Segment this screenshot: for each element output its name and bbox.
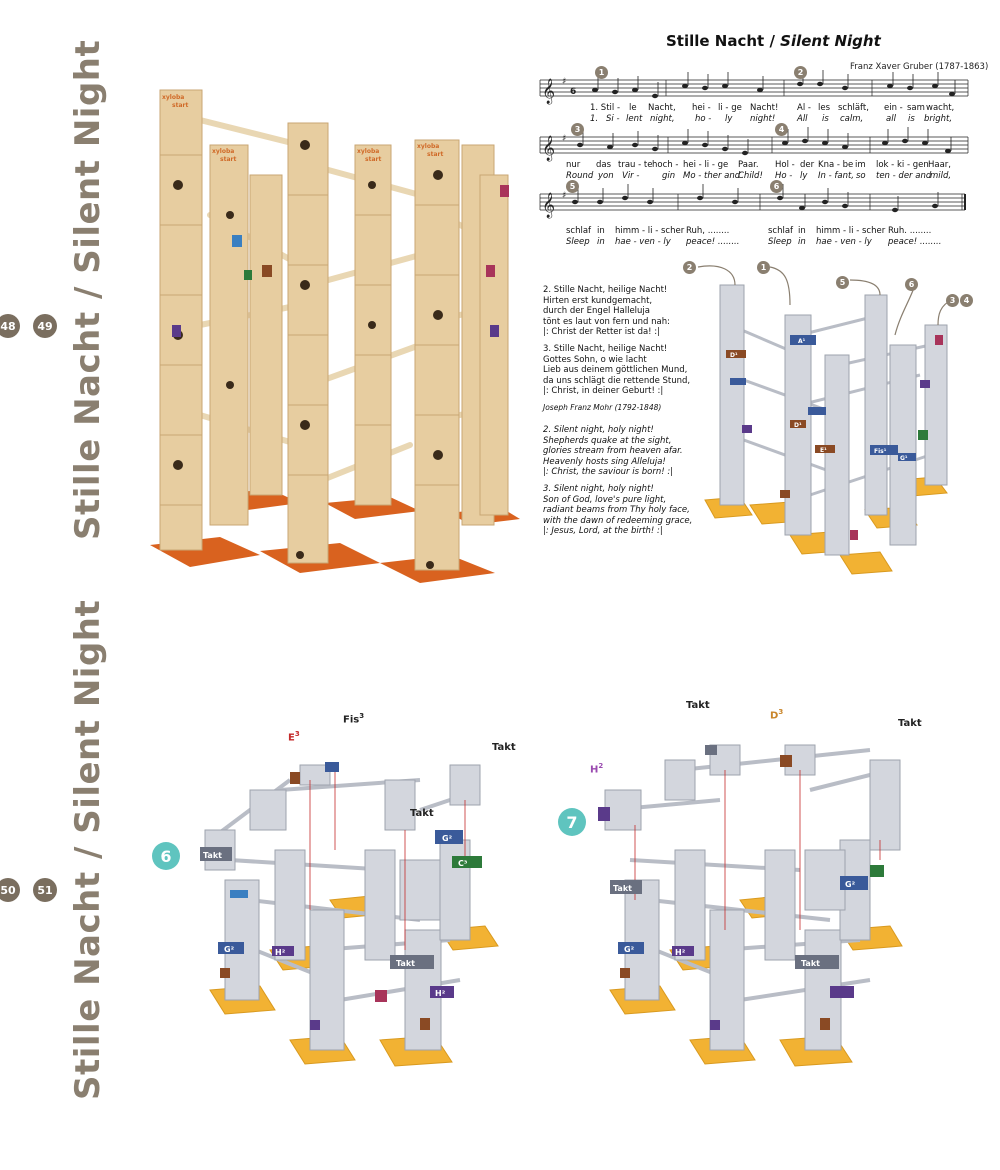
block-label: D¹: [794, 422, 802, 429]
block-label: E¹: [820, 447, 827, 454]
stanza-de-3: 3. Stille Nacht, heilige Nacht! Gottes Sohn, o wie lacht Lieb aus deinem göttlichen Mund, da uns schlägt die rettende Stund, |: Christ, in deiner Geburt! :|: [543, 344, 691, 397]
page-number: 48: [0, 314, 20, 338]
score-marker: 3: [571, 123, 584, 136]
block-label: Takt: [396, 959, 415, 968]
svg-text:♯: ♯: [562, 134, 567, 144]
brand-label: xyloba: [162, 94, 185, 101]
stanza-de-2: 2. Stille Nacht, heilige Nacht! Hirten erst kundgemacht, durch der Engel Halleluja tönt es laut von fern und nah: |: Christ der Retter ist da! :|: [543, 285, 671, 338]
svg-text:𝄞: 𝄞: [542, 193, 556, 218]
block-label: H²: [435, 989, 446, 998]
score-marker: 6: [770, 180, 783, 193]
tower-diagram-top: [690, 265, 990, 595]
start-label: start: [220, 156, 237, 163]
score-marker: 1: [595, 66, 608, 79]
diagram-callout: 3: [946, 294, 959, 307]
start-label: start: [172, 102, 189, 109]
brand-label: xyloba: [417, 143, 440, 150]
block-label: G²: [845, 880, 856, 889]
block-label: A¹: [798, 338, 806, 345]
svg-text:6: 6: [570, 87, 577, 97]
page-number: 51: [33, 878, 57, 902]
block-label: G¹: [900, 455, 908, 462]
block-label: G²: [442, 834, 453, 843]
svg-text:𝄞: 𝄞: [542, 79, 556, 104]
stanza-en-3: 3. Silent night, holy night! Son of God, love's pure light, radiant beams from Thy holy face, with the dawn of redeeming grace, |: Jesus, Lord, at the birth! :|: [543, 484, 693, 537]
song-title: Stille Nacht / Silent Night: [666, 32, 881, 50]
takt-label: Takt: [410, 808, 434, 819]
step-marker-6: 6: [152, 842, 180, 870]
block-label: D¹: [730, 352, 738, 359]
note-label-fis3: Fis$^3$: [343, 712, 365, 726]
diagram-callout: 5: [836, 276, 849, 289]
lyricist: Joseph Franz Mohr (1792-1848): [543, 403, 662, 412]
step-marker-7: 7: [558, 808, 586, 836]
svg-text:♯: ♯: [562, 77, 567, 87]
start-label: start: [365, 156, 382, 163]
tower-diagram-6: [190, 750, 520, 1100]
diagram-callout: 1: [757, 261, 770, 274]
start-label: start: [427, 151, 444, 158]
block-label: C³: [458, 859, 468, 868]
block-label: G²: [624, 945, 635, 954]
brand-label: xyloba: [357, 148, 380, 155]
block-label: Takt: [203, 851, 222, 860]
side-title-bottom: Stille Nacht / Silent Night: [68, 599, 108, 1100]
block-label: H²: [675, 948, 686, 957]
diagram-callout: 4: [960, 294, 973, 307]
tower-diagram-7: [590, 730, 930, 1100]
svg-text:𝄞: 𝄞: [542, 136, 556, 161]
takt-label: Takt: [898, 718, 922, 729]
takt-label: Takt: [492, 742, 516, 753]
page-number: 50: [0, 878, 20, 902]
score-marker: 2: [794, 66, 807, 79]
note-label-d3: $D^3$: [770, 708, 784, 722]
takt-label: Takt: [686, 700, 710, 711]
score-marker: 4: [775, 123, 788, 136]
sheet-music: [540, 70, 970, 220]
note-label-h2: $H^2$: [590, 762, 604, 776]
diagram-callout: 2: [683, 261, 696, 274]
wooden-marble-run-photo: [150, 85, 520, 585]
note-label-e3: $E^3$: [288, 730, 300, 744]
block-label: Takt: [801, 959, 820, 968]
block-label: Takt: [613, 884, 632, 893]
diagram-callout: 6: [905, 278, 918, 291]
block-label: H²: [275, 948, 286, 957]
side-title-top: Stille Nacht / Silent Night: [68, 39, 108, 540]
stanza-en-2: 2. Silent night, holy night! Shepherds quake at the sight, glories stream from heaven afar. Heavenly hosts sing Alleluja! |: Christ, the saviour is born! :|: [543, 425, 683, 478]
svg-text:♯: ♯: [562, 191, 567, 201]
brand-label: xyloba: [212, 148, 235, 155]
block-label: G²: [224, 945, 235, 954]
composer: Franz Xaver Gruber (1787-1863): [850, 62, 989, 72]
page-number: 49: [33, 314, 57, 338]
block-label: Fis¹: [874, 448, 887, 455]
score-marker: 5: [566, 180, 579, 193]
